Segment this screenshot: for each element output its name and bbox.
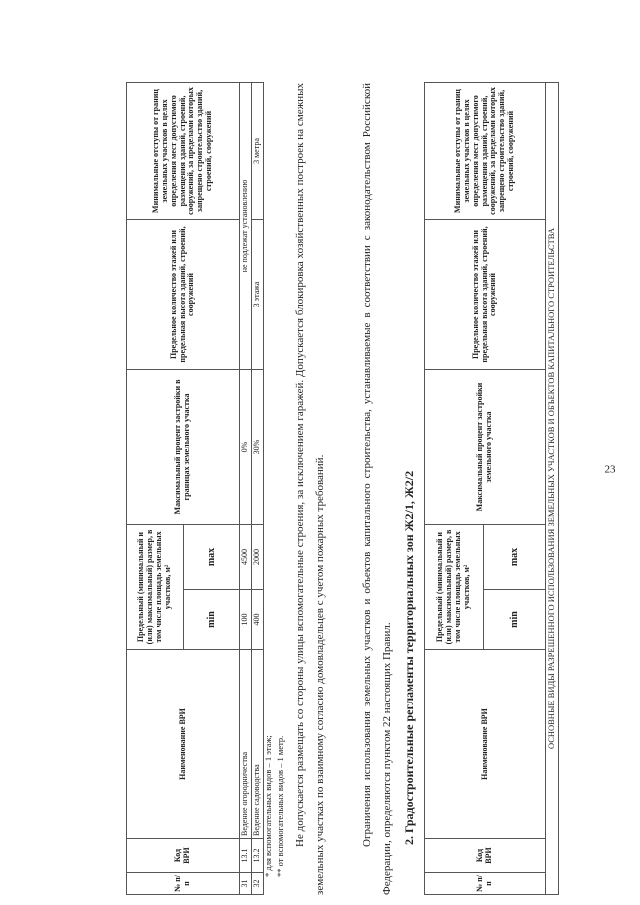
row-percent: 0% (240, 370, 252, 525)
header-floors: Предельное количество этажей или предельная высота зданий, строений, сооружений (127, 220, 240, 370)
header-min: min (484, 590, 546, 650)
row-offsets: 3 метра (251, 83, 263, 220)
header-offsets: Минимальные отступы от границ земельных участков в целях определения мест допустимого размещения зданий, строений, сооружений, за пределами которых запрещено строительство зданий, строений, сооружений (425, 83, 546, 220)
row-code: 13.1 (240, 839, 252, 873)
row-name: Ведение садоводства (251, 650, 263, 839)
row-percent: 30% (251, 370, 263, 525)
header-max: max (484, 525, 546, 590)
header-code: Код ВРИ (425, 839, 546, 873)
header-min: min (184, 590, 240, 650)
row-num: 32 (251, 873, 263, 895)
header-size: Предельный (минимальный и (или) максимальный) размер, в том числе площадь земельных участков, м² (127, 525, 184, 650)
header-percent: Максимальный процент застройки земельного участка (425, 370, 546, 525)
footnote: * для вспомогательных видов – 1 этаж; (263, 735, 273, 877)
table-section-row (546, 83, 559, 895)
section-row-label: ОСНОВНЫЕ ВИДЫ РАЗРЕШЕННОГО ИСПОЛЬЗОВАНИЯ ЗЕМЕЛЬНЫХ УЧАСТКОВ И ОБЪЕКТОВ КАПИТАЛЬНОГО СТРОИТЕЛЬСТВА (546, 83, 559, 895)
header-code: Код ВРИ (127, 839, 240, 873)
row-floors: 3 этажа (251, 220, 263, 370)
table-header-row (127, 83, 184, 895)
row-code: 13.2 (251, 839, 263, 873)
header-name: Наименование ВРИ (425, 650, 546, 839)
header-name: Наименование ВРИ (127, 650, 240, 839)
row-max: 2000 (251, 525, 263, 590)
table-header-row (425, 83, 484, 895)
row-name: Ведение огородничества (240, 650, 252, 839)
row-num: 31 (240, 873, 252, 895)
paragraph: Не допускается размещать со стороны улицы вспомогательные строения, за исключением гаражей. Допускается блокировка хозяйственных построек на смежных земельных участках по взаимному согласию домовладельцев с учетом пожарных требований. (294, 83, 326, 895)
row-max: 4500 (240, 525, 252, 590)
header-max: max (184, 525, 240, 590)
footnote: ** от вспомогательных видов – 1 метр. (275, 735, 285, 877)
footnotes (262, 477, 286, 877)
paragraph: Ограничения использования земельных участков и объектов капитального строительства, устанавливаемые в соответствии с законодательством Российской Федерации, определяются пунктом 22 настоящих Правил. (361, 83, 393, 895)
header-floors: Предельное количество этажей или предельная высота зданий, строений, сооружений (425, 220, 546, 370)
row-min: 100 (240, 590, 252, 650)
row-merged: не подлежат установлению (240, 83, 252, 370)
header-offsets: Минимальные отступы от границ земельных участков в целях определения мест допустимого размещения зданий, строений, сооружений, за пределами которых запрещено строительство зданий, строений, сооружений (127, 83, 240, 220)
regulations-table-2 (424, 82, 559, 895)
header-num: № п/п (425, 873, 546, 895)
header-percent: Максимальный процент застройки в границах земельного участка (127, 370, 240, 525)
regulations-table-1 (126, 82, 264, 895)
section-heading: 2. Градостроительные регламенты территориальных зон Ж2/1, Ж2/2 (402, 470, 416, 845)
header-num: № п/п (127, 873, 240, 895)
table-row (240, 83, 252, 895)
row-min: 400 (251, 590, 263, 650)
header-size: Предельный (минимальный и (или) максимальный) размер, в том числе площадь земельных участков, м² (425, 525, 484, 650)
page-number: 23 (604, 463, 616, 476)
